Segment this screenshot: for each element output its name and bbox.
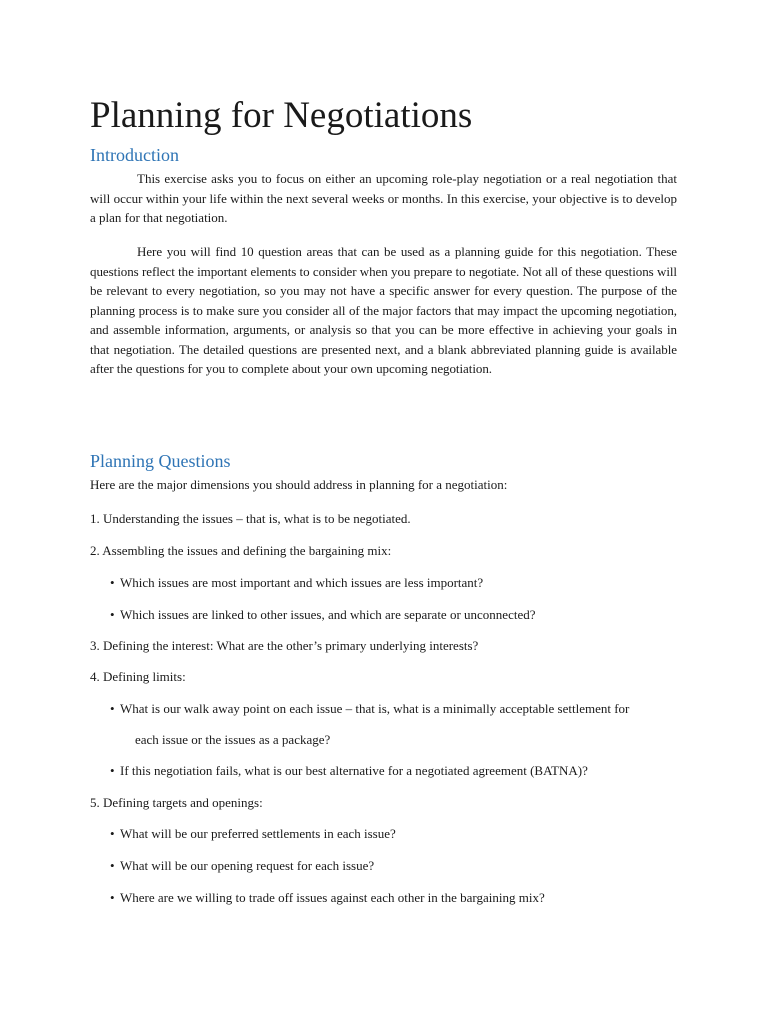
- bullet-item: [110, 889, 545, 907]
- planning-questions-heading: Planning Questions: [90, 451, 231, 471]
- list-item-4: 4. Defining limits:: [90, 669, 186, 684]
- bullet-item: [110, 574, 483, 592]
- introduction-heading: Introduction: [90, 145, 179, 165]
- bullet-glyph: •: [110, 701, 115, 716]
- bullet-glyph: •: [110, 575, 115, 590]
- bullet-text: Where are we willing to trade off issues against each other in the bargaining mix?: [120, 890, 545, 905]
- bullet-text: What will be our preferred settlements in each issue?: [120, 826, 396, 841]
- bullet-text: Which issues are most important and which issues are less important?: [120, 575, 484, 590]
- bullet-text: Which issues are linked to other issues, and which are separate or unconnected?: [120, 607, 536, 622]
- list-item-3: 3. Defining the interest: What are the other’s primary underlying interests?: [90, 638, 479, 653]
- bullet-item: [110, 606, 536, 624]
- bullet-glyph: •: [110, 858, 115, 873]
- list-item-5: 5. Defining targets and openings:: [90, 795, 263, 810]
- bullet-item: [110, 762, 588, 780]
- intro-paragraph-1: This exercise asks you to focus on either an upcoming role-play negotiation or a real negotiation that will occur within your life within the next several weeks or months. In this exercise, your objective is to develop a plan for that negotiation.: [90, 171, 677, 225]
- bullet-text: What is our walk away point on each issue – that is, what is a minimally acceptable settlement for: [120, 701, 630, 716]
- bullet-item: [110, 700, 629, 718]
- bullet-glyph: •: [110, 607, 115, 622]
- planning-intro: Here are the major dimensions you should address in planning for a negotiation:: [90, 477, 508, 492]
- bullet-glyph: •: [110, 890, 115, 905]
- bullet-glyph: •: [110, 826, 115, 841]
- list-item-2: 2. Assembling the issues and defining the bargaining mix:: [90, 543, 392, 558]
- bullet-item: [110, 857, 374, 875]
- bullet-item: [110, 825, 396, 843]
- list-item-1: 1. Understanding the issues – that is, what is to be negotiated.: [90, 511, 411, 526]
- intro-paragraph-2: Here you will find 10 question areas that can be used as a planning guide for this negotiation. These questions reflect the important elements to consider when you prepare to negotiate. Not all of these questions will be relevant to every negotiation, so you may not have a specific answer for every question. The purpose of the planning process is to make sure you consider all of the major factors that may impact the upcoming negotiation, and assemble information, arguments, or analysis so that you can be more effective in achieving your goals in that negotiation. The detailed questions are presented next, and a blank abbreviated planning guide is available after the questions for you to complete about your own upcoming negotiation.: [90, 244, 677, 376]
- bullet-continuation: each issue or the issues as a package?: [135, 732, 331, 747]
- bullet-text: What will be our opening request for each issue?: [120, 858, 375, 873]
- bullet-text: If this negotiation fails, what is our best alternative for a negotiated agreement (BATNA)?: [120, 763, 588, 778]
- bullet-glyph: •: [110, 763, 115, 778]
- document-title: Planning for Negotiations: [90, 95, 473, 136]
